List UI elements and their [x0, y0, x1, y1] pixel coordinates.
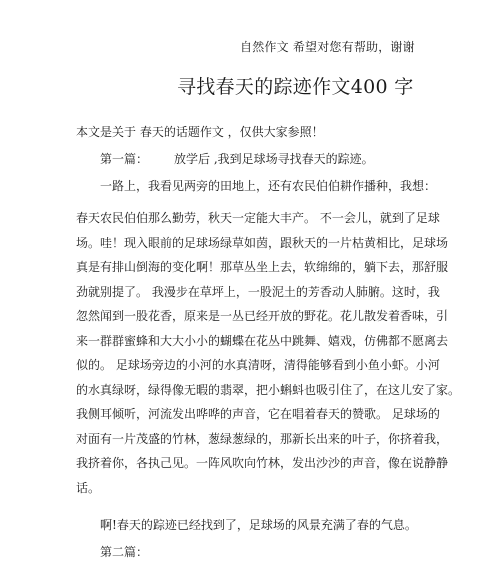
body-line: 春天农民伯伯那么勤劳，秋天一定能大丰产。 不一会儿，就到了足球: [76, 211, 440, 225]
body-line: 我挤着你，各执己见。一阵风吹向竹林，发出沙沙的声音，像在说静静: [76, 456, 449, 470]
body-line: 劲就别提了。 我漫步在草坪上，一股泥土的芳香动人肺腑。这时，我: [76, 284, 440, 299]
part-two-heading: 第二篇：: [100, 545, 149, 559]
header-note: 自然作文 希望对您有帮助，谢谢: [240, 40, 415, 54]
part-one-label: 第一篇：: [100, 152, 149, 166]
body-line: 忽然闻到一股花香，原来是一丛已经开放的野花。花儿散发着香味，引: [76, 309, 449, 323]
intro-text: 本文是关于 春天的话题作文 ，仅供大家参照！: [76, 125, 324, 139]
body-line: 的水真绿呀，绿得像无暇的翡翠，把小蝌蚪也吸引住了，在这儿安了家。: [76, 382, 461, 397]
body-paragraph: [76, 206, 461, 500]
body-line: 对面有一片茂盛的竹林，葱绿葱绿的，那新长出来的叶子，你挤着我，: [76, 431, 449, 446]
body-line: 来一群群蜜蜂和大大小小的蝴蝶在花丛中跳舞、嬉戏，仿佛都不愿离去: [76, 333, 449, 348]
lead-paragraph: 一路上，我看见两旁的田地上，还有农民伯伯耕作播种，我想：: [100, 179, 437, 193]
document-title: 寻找春天的踪迹作文400 字: [177, 76, 414, 98]
body-line: 场。哇！现入眼前的足球场绿草如茵，跟秋天的一片枯黄相比，足球场: [76, 235, 449, 250]
closing-paragraph: 啊!春天的踪迹已经找到了，足球场的风景充满了春的气息。: [100, 518, 417, 532]
part-one-text: 放学后 ,我到足球场寻找春天的踪迹。: [174, 152, 374, 166]
body-line: 我侧耳倾听，河流发出哗哗的声音，它在唱着春天的赞歌。 足球场的: [76, 407, 440, 421]
body-line: 真是有排山倒海的变化啊！那草丛坐上去，软绵绵的，躺下去，那舒服: [76, 260, 449, 274]
body-line: 似的。 足球场旁边的小河的水真清呀，清得能够看到小鱼小虾。小河: [76, 358, 440, 372]
body-line: 话。: [76, 480, 101, 495]
part-one-heading: [100, 150, 374, 167]
